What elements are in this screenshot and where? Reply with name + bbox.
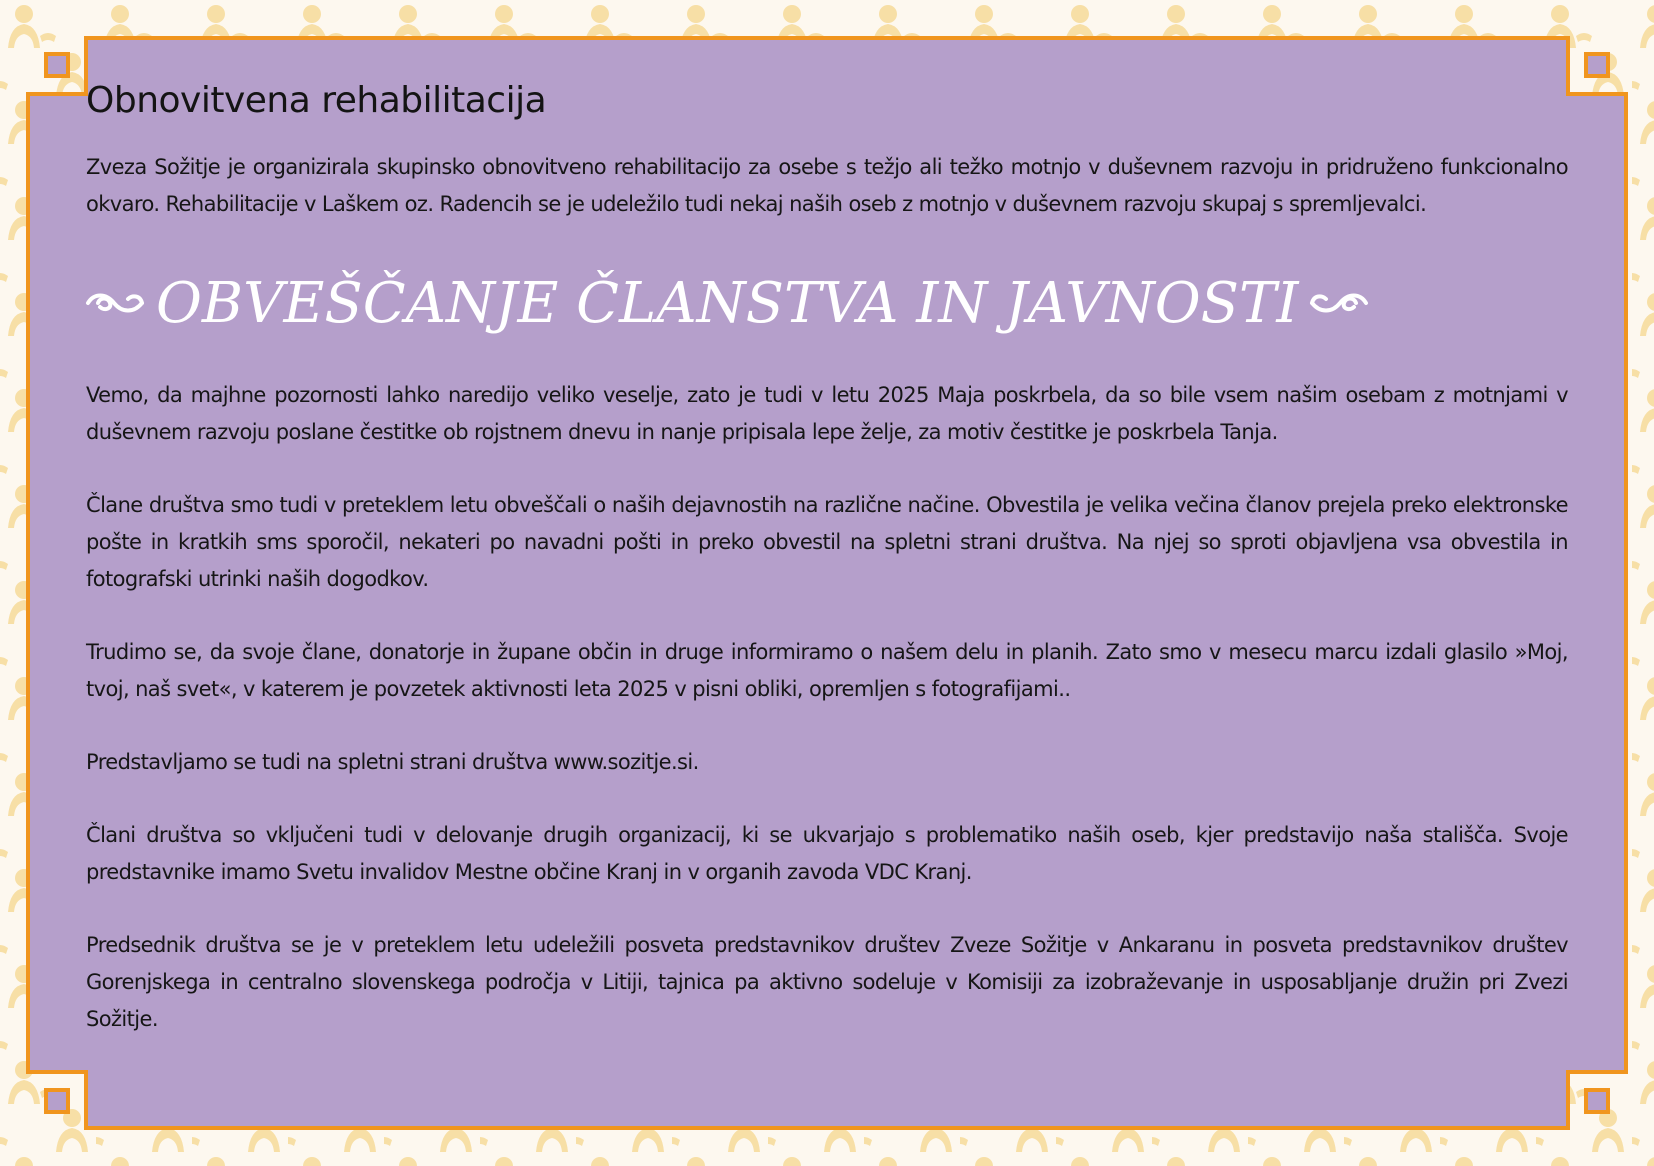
- paragraph-organizations: Člani društva so vključeni tudi v delovanje drugih organizacij, ki se ukvarjajo s problematiko naših oseb, kjer predstavijo naša stališča. Svoje predstavnike imamo Svetu invalidov Mestne občine Kranj in v organih zavoda VDC Kranj.: [86, 823, 1568, 884]
- info-banner: [84, 263, 1568, 343]
- flourish-left-icon: [84, 285, 148, 321]
- paragraph-newsletter: Trudimo se, da svoje člane, donatorje in župane občin in druge informiramo o našem delu in planih. Zato smo v mesecu marcu izdali glasilo »Moj, tvoj, naš svet«, v katerem je povzetek aktivnosti leta 2025 v pisni obliki, opremljen s fotografijami..: [86, 640, 1568, 701]
- rehab-title: Obnovitvena rehabilitacija: [86, 80, 547, 121]
- page-content: [86, 80, 1568, 1038]
- paragraph-president: Predsednik društva se je v preteklem letu udeležili posveta predstavnikov društev Zveze Sožitje v Ankaranu in posveta predstavnikov društev Gorenjskega in centralno slovenskega področja v Litiji, tajnica pa aktivno sodeluje v Komisiji za izobraževanje in usposabljanje družin pri Zvezi Sožitje.: [86, 933, 1568, 1031]
- rehab-paragraph: Zveza Sožitje je organizirala skupinsko obnovitveno rehabilitacijo za osebe s težjo ali težko motnjo v duševnem razvoju in pridruženo funkcionalno okvaro. Rehabilitacije v Laškem oz. Radencih se je udeležilo tudi nekaj naših oseb z motnjo v duševnem razvoju skupaj s spremljevalci.: [86, 155, 1568, 216]
- paragraph-greetings: Vemo, da majhne pozornosti lahko naredijo veliko veselje, zato je tudi v letu 2025 Maja poskrbela, da so bile vsem našim osebam z motnjami v duševnem razvoju poslane čestitke ob rojstnem dnevu in nanje pripisala lepe želje, za motiv čestitke je poskrbela Tanja.: [86, 383, 1568, 444]
- paragraph-notifications: Člane društva smo tudi v preteklem letu obveščali o naših dejavnostih na različne načine. Obvestila je velika večina članov prejela preko elektronske pošte in kratkih sms sporočil, nekateri po navadni pošti in preko obvestil na spletni strani društva. Na njej so sproti objavljena vsa obvestila in fotografski utrinki naših dogodkov.: [86, 493, 1568, 591]
- paragraph-website: Predstavljamo se tudi na spletni strani društva www.sozitje.si.: [86, 750, 699, 774]
- flourish-right-icon: [1306, 285, 1370, 321]
- banner-title: OBVEŠČANJE ČLANSTVA IN JAVNOSTI: [156, 270, 1299, 336]
